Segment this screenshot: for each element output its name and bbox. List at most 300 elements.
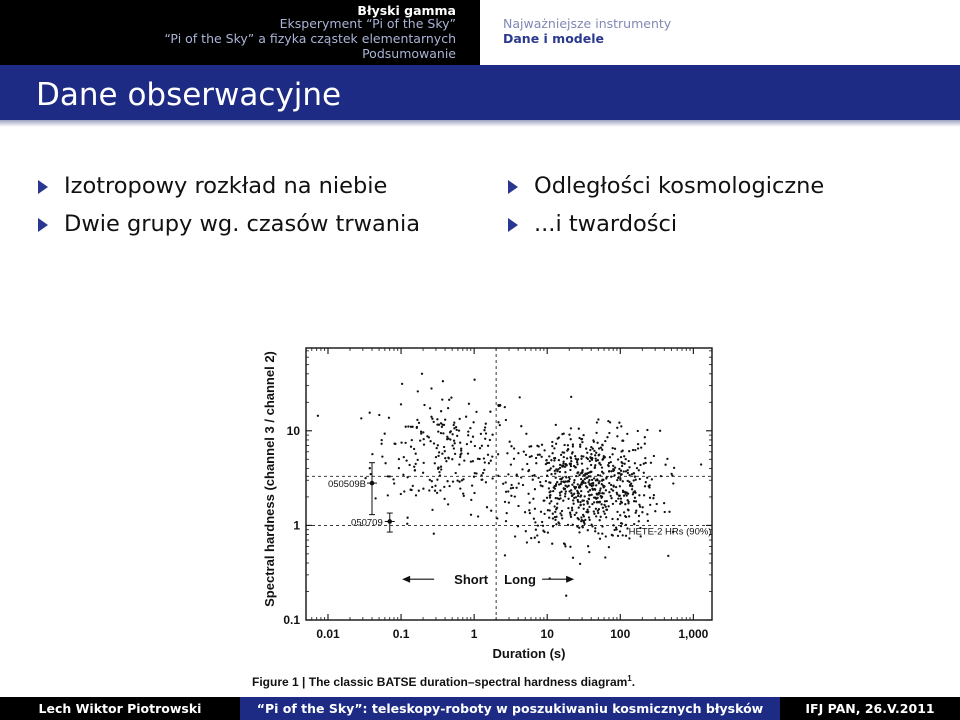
y-tick-label: 10 (286, 423, 300, 438)
data-point (545, 480, 547, 482)
data-point (570, 516, 572, 518)
y-axis-label: Spectral hardness (channel 3 / channel 2) (262, 351, 277, 607)
data-point (543, 513, 545, 515)
data-point (421, 373, 423, 375)
data-point (591, 494, 593, 496)
data-point (403, 490, 405, 492)
data-point (456, 429, 458, 431)
data-point (584, 473, 586, 475)
data-point (587, 481, 589, 483)
data-point (591, 485, 593, 487)
data-point (554, 472, 556, 474)
data-point (431, 480, 433, 482)
data-point (554, 519, 556, 521)
bullet-item (38, 172, 387, 200)
data-point (667, 555, 669, 557)
data-point (591, 503, 593, 505)
data-point (595, 515, 597, 517)
data-point (571, 507, 573, 509)
data-point (505, 481, 507, 483)
data-point (642, 506, 644, 508)
data-point (654, 510, 656, 512)
data-point (535, 457, 537, 459)
data-point (563, 481, 565, 483)
x-tick-label: 1 (470, 627, 478, 641)
data-point (570, 396, 572, 398)
data-point (546, 470, 548, 472)
data-point (597, 532, 599, 534)
data-point (604, 513, 606, 515)
data-point (369, 467, 371, 469)
data-point (628, 450, 630, 452)
data-point (597, 418, 599, 420)
data-point (440, 410, 442, 412)
data-point (537, 477, 539, 479)
data-point (549, 496, 551, 498)
data-point (564, 493, 566, 495)
data-point (638, 494, 640, 496)
data-point (565, 490, 567, 492)
data-point (508, 501, 510, 503)
data-point (648, 486, 650, 488)
data-point (635, 512, 637, 514)
data-point (576, 461, 578, 463)
data-point (437, 455, 439, 457)
data-point (472, 421, 474, 423)
data-point (486, 506, 488, 508)
data-point (459, 442, 461, 444)
data-point (580, 520, 582, 522)
data-point (541, 444, 543, 446)
data-point (572, 524, 574, 526)
data-point (593, 510, 595, 512)
data-point (459, 487, 461, 489)
data-point (582, 480, 584, 482)
data-point (632, 449, 634, 451)
data-point (577, 458, 579, 460)
data-point (601, 525, 603, 527)
data-point (469, 427, 471, 429)
data-point (595, 432, 597, 434)
data-point (638, 504, 640, 506)
data-point (553, 459, 555, 461)
data-point (447, 407, 449, 409)
data-point (528, 509, 530, 511)
data-point (577, 499, 579, 501)
data-point (572, 499, 574, 501)
data-point (450, 430, 452, 432)
data-point (528, 469, 530, 471)
data-point (462, 492, 464, 494)
data-point (612, 503, 614, 505)
data-point (593, 477, 595, 479)
data-point (627, 469, 629, 471)
data-point (371, 453, 373, 455)
data-point (586, 486, 588, 488)
footer-talk-title: “Pi of the Sky”: teleskopy-roboty w poszukiwaniu kosmicznych błysków (240, 697, 780, 720)
data-point (549, 494, 551, 496)
data-point (609, 456, 611, 458)
data-point (563, 456, 565, 458)
data-point (560, 481, 562, 483)
data-point (633, 523, 635, 525)
data-point (483, 457, 485, 459)
data-point (505, 520, 507, 522)
data-point (381, 455, 383, 457)
x-tick-label: 10 (540, 627, 554, 641)
data-point (617, 497, 619, 499)
data-point (647, 520, 649, 522)
data-point (577, 483, 579, 485)
data-point (582, 434, 584, 436)
data-point (418, 422, 420, 424)
data-point (649, 497, 651, 499)
scatter-points (317, 373, 703, 597)
data-point (447, 456, 449, 458)
data-point (581, 500, 583, 502)
data-point (436, 447, 438, 449)
bullet-item (508, 172, 824, 200)
data-point (638, 520, 640, 522)
data-point (592, 439, 594, 441)
data-point (474, 472, 476, 474)
data-point (504, 406, 506, 408)
data-point (631, 485, 633, 487)
data-point (620, 497, 622, 499)
data-point (380, 443, 382, 445)
data-point (418, 490, 420, 492)
data-point (572, 445, 574, 447)
data-point (504, 554, 506, 556)
data-point (415, 463, 417, 465)
data-point (583, 508, 585, 510)
data-point (637, 443, 639, 445)
data-point (453, 422, 455, 424)
data-point (573, 481, 575, 483)
data-point (529, 512, 531, 514)
x-tick-label: 1,000 (678, 627, 709, 641)
data-point (485, 432, 487, 434)
data-point (580, 516, 582, 518)
data-point (470, 441, 472, 443)
data-point (599, 489, 601, 491)
data-point (561, 465, 563, 467)
data-point (415, 453, 417, 455)
data-point (559, 494, 561, 496)
data-point (423, 443, 425, 445)
data-point (460, 452, 462, 454)
data-point (627, 501, 629, 503)
data-point (506, 452, 508, 454)
data-point (593, 450, 595, 452)
data-point (585, 477, 587, 479)
data-point (456, 479, 458, 481)
data-point (458, 481, 460, 483)
data-point (601, 466, 603, 468)
bullet-item (38, 210, 420, 238)
data-point (556, 503, 558, 505)
data-point (480, 433, 482, 435)
data-point (455, 472, 457, 474)
data-point (653, 455, 655, 457)
data-point (533, 518, 535, 520)
data-point (497, 421, 499, 423)
data-point (459, 418, 461, 420)
data-point (529, 456, 531, 458)
data-point (513, 458, 515, 460)
data-point (619, 514, 621, 516)
data-point (621, 473, 623, 475)
data-point (640, 446, 642, 448)
data-point (555, 477, 557, 479)
data-point (541, 456, 543, 458)
data-point (547, 531, 549, 533)
data-point (605, 535, 607, 537)
data-point (616, 435, 618, 437)
data-point (664, 511, 666, 513)
data-point (608, 482, 610, 484)
data-point (622, 480, 624, 482)
nav-section-podsumowanie[interactable]: Podsumowanie (362, 46, 456, 61)
data-point (522, 484, 524, 486)
data-point (509, 441, 511, 443)
data-point (626, 494, 628, 496)
data-point (608, 462, 610, 464)
hete-label: HETE-2 HRs (90%) (628, 526, 712, 538)
data-point (439, 489, 441, 491)
bullet-text: ...i twardości (534, 211, 678, 237)
data-point (618, 468, 620, 470)
data-point (436, 423, 438, 425)
data-point (620, 425, 622, 427)
data-point (388, 417, 390, 419)
data-point (569, 546, 571, 548)
short-label: Short (454, 572, 489, 588)
data-point (613, 529, 615, 531)
data-point (599, 474, 601, 476)
data-point (567, 507, 569, 509)
nav-section-fizyka-czastek[interactable]: “Pi of the Sky” a fizyka cząstek elementarnych (164, 31, 456, 46)
data-point (598, 462, 600, 464)
data-point (548, 462, 550, 464)
data-point (558, 483, 560, 485)
data-point (566, 449, 568, 451)
data-point (467, 430, 469, 432)
data-point (610, 495, 612, 497)
data-point (491, 477, 493, 479)
data-point (595, 452, 597, 454)
data-point (653, 494, 655, 496)
nav-section-eksperyment[interactable]: Eksperyment “Pi of the Sky” (279, 16, 456, 31)
data-point (622, 534, 624, 536)
data-point (489, 411, 491, 413)
data-point (558, 498, 560, 500)
x-tick-label: 0.01 (316, 627, 340, 641)
data-point (623, 511, 625, 513)
data-point (581, 462, 583, 464)
data-point (578, 506, 580, 508)
data-point (470, 460, 472, 462)
data-point (628, 466, 630, 468)
data-point (475, 411, 477, 413)
data-point (580, 494, 582, 496)
data-point (555, 497, 557, 499)
nav-section-blyski-gamma[interactable]: Błyski gamma (357, 3, 456, 18)
data-point (510, 484, 512, 486)
data-point (436, 479, 438, 481)
data-point (451, 433, 453, 435)
data-point (527, 493, 529, 495)
data-point (552, 525, 554, 527)
data-point (580, 478, 582, 480)
data-point (585, 448, 587, 450)
data-point (454, 442, 456, 444)
data-point (474, 445, 476, 447)
data-point (545, 459, 547, 461)
data-point (587, 511, 589, 513)
data-point (652, 497, 654, 499)
data-point (555, 443, 557, 445)
data-point (517, 505, 519, 507)
data-point (434, 462, 436, 464)
data-point (433, 533, 435, 535)
data-point (463, 495, 465, 497)
data-point (431, 486, 433, 488)
data-point (627, 493, 629, 495)
data-point (584, 495, 586, 497)
data-point (633, 479, 635, 481)
data-point (579, 486, 581, 488)
data-point (605, 516, 607, 518)
data-point (608, 465, 610, 467)
data-point (394, 443, 396, 445)
data-point (443, 424, 445, 426)
data-point (406, 517, 408, 519)
data-point (519, 396, 521, 398)
data-point (550, 473, 552, 475)
data-point (487, 445, 489, 447)
bullet-arrow-icon (38, 180, 48, 194)
data-point (401, 383, 403, 385)
data-point (551, 441, 553, 443)
data-point (580, 490, 582, 492)
data-point (617, 458, 619, 460)
data-point (536, 534, 538, 536)
data-point (479, 447, 481, 449)
data-point (625, 458, 627, 460)
data-point (592, 489, 594, 491)
data-point (605, 489, 607, 491)
data-point (608, 491, 610, 493)
data-point (610, 470, 612, 472)
data-point (628, 537, 630, 539)
data-point (507, 490, 509, 492)
data-point (628, 460, 630, 462)
data-point (560, 478, 562, 480)
data-point (429, 440, 431, 442)
data-point (596, 442, 598, 444)
data-point (548, 487, 550, 489)
data-point (588, 498, 590, 500)
data-point (620, 525, 622, 527)
data-point (422, 488, 424, 490)
data-point (601, 444, 603, 446)
data-point (612, 447, 614, 449)
data-point (460, 447, 462, 449)
data-point (612, 489, 614, 491)
data-point (587, 545, 589, 547)
data-point (400, 441, 402, 443)
data-point (624, 503, 626, 505)
data-point (398, 467, 400, 469)
data-point (567, 480, 569, 482)
data-point (599, 519, 601, 521)
data-point (504, 501, 506, 503)
data-point (601, 471, 603, 473)
data-point (595, 508, 597, 510)
data-point (515, 487, 517, 489)
data-point (438, 451, 440, 453)
data-point (636, 467, 638, 469)
data-point (621, 462, 623, 464)
data-point (549, 482, 551, 484)
data-point (646, 429, 648, 431)
data-point (413, 448, 415, 450)
data-point (577, 495, 579, 497)
data-point (664, 464, 666, 466)
data-point (546, 497, 548, 499)
data-point (529, 502, 531, 504)
data-point (528, 445, 530, 447)
data-point (517, 452, 519, 454)
data-point (403, 456, 405, 458)
data-point (417, 390, 419, 392)
data-point (564, 545, 566, 547)
data-point (564, 466, 566, 468)
nav-subsection-instrumenty[interactable]: Najważniejsze instrumenty (503, 16, 672, 31)
long-label: Long (504, 572, 536, 588)
data-point (410, 446, 412, 448)
data-point (668, 511, 670, 513)
data-point (635, 500, 637, 502)
data-point (568, 485, 570, 487)
data-point (393, 482, 395, 484)
data-point (575, 486, 577, 488)
data-point (575, 512, 577, 514)
data-point (439, 474, 441, 476)
nav-subsection-dane-i-modele[interactable]: Dane i modele (503, 31, 604, 46)
data-point (555, 508, 557, 510)
data-point (574, 455, 576, 457)
data-point (510, 463, 512, 465)
data-point (482, 472, 484, 474)
data-point (483, 469, 485, 471)
data-point (646, 513, 648, 515)
data-point (436, 418, 438, 420)
data-point (562, 461, 564, 463)
data-point (624, 515, 626, 517)
data-point (434, 485, 436, 487)
data-point (570, 427, 572, 429)
data-point (420, 432, 422, 434)
data-point (441, 426, 443, 428)
data-point (551, 452, 553, 454)
data-point (450, 396, 452, 398)
data-point (525, 530, 527, 532)
data-point (473, 492, 475, 494)
data-point (593, 513, 595, 515)
data-point (590, 457, 592, 459)
